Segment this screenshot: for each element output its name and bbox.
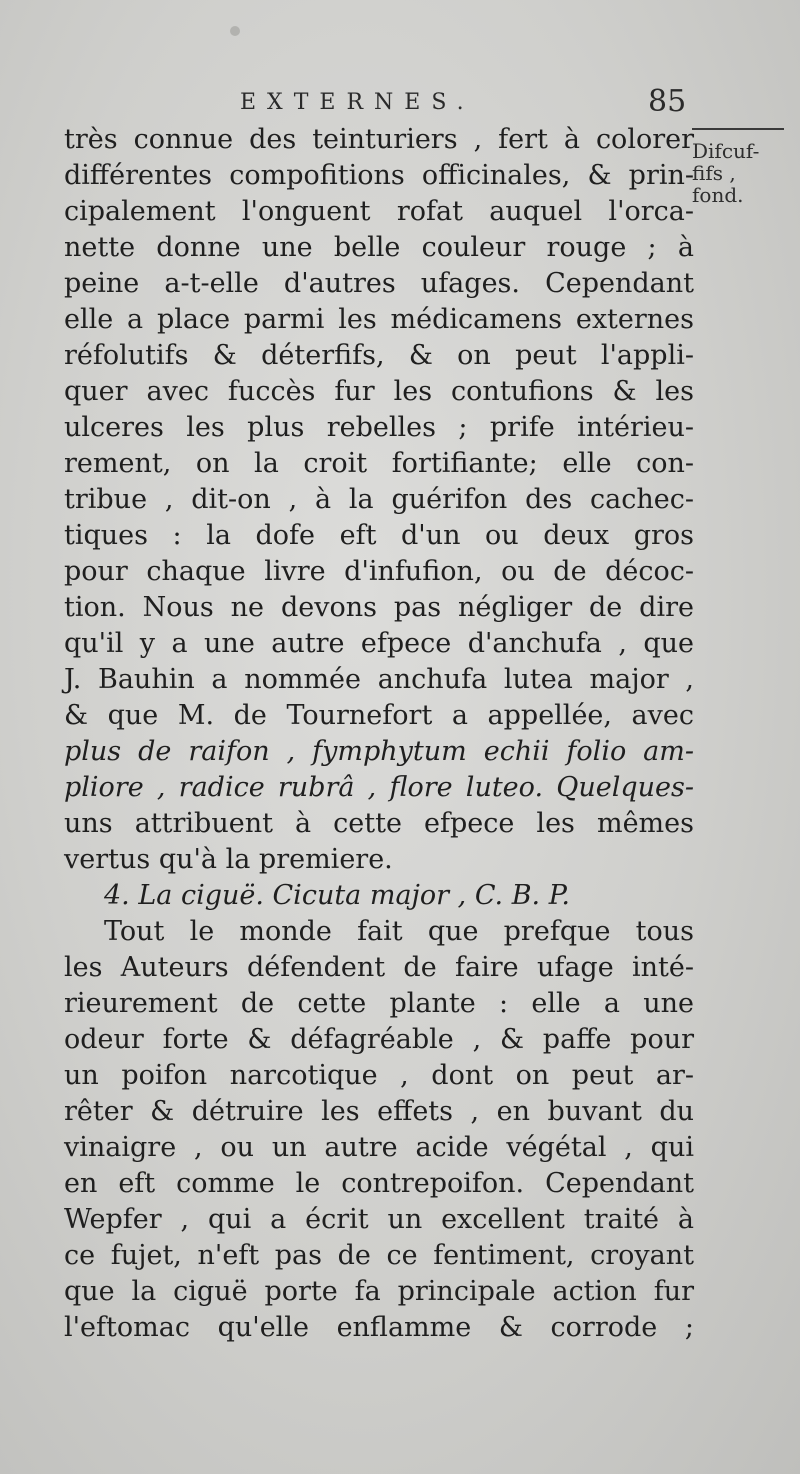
- text-line: elle a place parmi les médicamens externes: [64, 304, 694, 335]
- text-line: cipalement l'onguent rofat auquel l'orca-: [64, 196, 694, 227]
- margin-note-line: fifs ,: [692, 161, 736, 185]
- margin-rule: [692, 128, 784, 130]
- ink-blot: [230, 26, 240, 36]
- text-line: pour chaque livre d'infufion, ou de décoc-: [64, 556, 694, 587]
- text-line: très connue des teinturiers , fert à colorer: [64, 124, 694, 155]
- text-line: rieurement de cette plante : elle a une: [64, 988, 694, 1019]
- margin-note-line: Difcuf-: [692, 139, 760, 163]
- text-line: tiques : la dofe eft d'un ou deux gros: [64, 520, 694, 551]
- page-header: [0, 86, 800, 126]
- text-line: peine a-t-elle d'autres ufages. Cependant: [64, 268, 694, 299]
- text-line: l'eftomac qu'elle enflamme & corrode ;: [64, 1312, 694, 1343]
- text-line: tion. Nous ne devons pas négliger de dire: [64, 592, 694, 623]
- text-line: & que M. de Tournefort a appellée, avec: [64, 700, 694, 731]
- text-line: qu'il y a une autre efpece d'anchufa , que: [64, 628, 694, 659]
- text-line: vinaigre , ou un autre acide végétal , qui: [64, 1132, 694, 1163]
- running-head: EXTERNES.: [240, 90, 475, 115]
- text-line: Tout le monde fait que prefque tous: [104, 916, 694, 947]
- text-line: que la ciguë porte fa principale action fur: [64, 1276, 694, 1307]
- text-line: plus de raifon , fymphytum echii folio am-: [64, 736, 694, 767]
- text-line: odeur forte & défagréable , & paffe pour: [64, 1024, 694, 1055]
- text-line: ulceres les plus rebelles ; prife intérieu-: [64, 412, 694, 443]
- text-line: tribue , dit-on , à la guérifon des cachec-: [64, 484, 694, 515]
- text-line: rement, on la croit fortifiante; elle con-: [64, 448, 694, 479]
- section-heading: 4. La ciguë. Cicuta major , C. B. P.: [104, 880, 570, 911]
- text-line: ce fujet, n'eft pas de ce fentiment, croyant: [64, 1240, 694, 1271]
- text-line: J. Bauhin a nommée anchufa lutea major ,: [64, 664, 694, 695]
- text-line: différentes compofitions officinales, & prin-: [64, 160, 694, 191]
- text-line: vertus qu'à la premiere.: [64, 844, 393, 875]
- text-line: réfolutifs & déterfifs, & on peut l'appli-: [64, 340, 694, 371]
- text-line: un poifon narcotique , dont on peut ar-: [64, 1060, 694, 1091]
- text-line: en eft comme le contrepoifon. Cependant: [64, 1168, 694, 1199]
- text-line: rêter & détruire les effets , en buvant du: [64, 1096, 694, 1127]
- text-line: les Auteurs défendent de faire ufage inté-: [64, 952, 694, 983]
- margin-note: [692, 140, 800, 206]
- text-line: nette donne une belle couleur rouge ; à: [64, 232, 694, 263]
- text-line: pliore , radice rubrâ , flore luteo. Quelques-: [64, 772, 694, 803]
- page-number: 85: [648, 84, 687, 119]
- text-line: uns attribuent à cette efpece les mêmes: [64, 808, 694, 839]
- margin-note-line: fond.: [692, 183, 744, 207]
- text-line: quer avec fuccès fur les contufions & les: [64, 376, 694, 407]
- text-line: Wepfer , qui a écrit un excellent traité à: [64, 1204, 694, 1235]
